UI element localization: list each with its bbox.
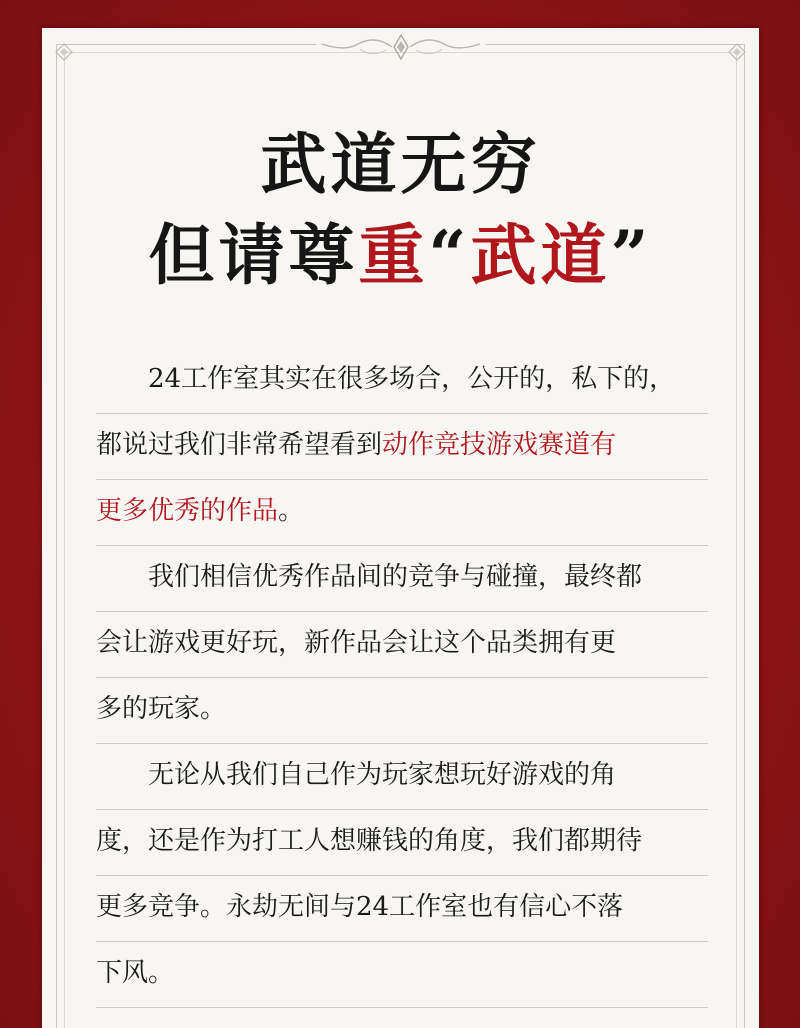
paragraph-1-line-3-highlight: 更多优秀的作品 <box>96 496 279 526</box>
title-line-2-prefix: 但请尊 <box>148 217 359 294</box>
paragraph-2-line-3: 多的玩家。 <box>96 678 708 744</box>
statement-paper <box>42 28 759 1028</box>
title-line-2 <box>42 216 759 294</box>
corner-ornament-right-icon <box>727 42 747 62</box>
paragraph-1-line-2-text: 都说过我们非常希望看到 <box>96 430 383 460</box>
title-open-quote: “ <box>428 216 471 294</box>
paragraph-2-line-2: 会让游戏更好玩，新作品会让这个品类拥有更 <box>96 612 708 678</box>
paragraph-1-line-1: 24工作室其实在很多场合，公开的，私下的， <box>96 348 708 414</box>
paragraph-2-line-1: 我们相信优秀作品间的竞争与碰撞，最终都 <box>96 546 708 612</box>
title-line-1: 武道无穷 <box>260 126 541 203</box>
paragraph-3-line-2: 度，还是作为打工人想赚钱的角度，我们都期待 <box>96 810 708 876</box>
paragraph-3-line-3: 更多竞争。永劫无间与24工作室也有信心不落 <box>96 876 708 942</box>
paragraph-1-line-3-text: 。 <box>278 496 305 526</box>
title-quoted-text: 武道 <box>470 217 611 294</box>
top-scroll-ornament-icon <box>316 32 486 62</box>
paragraph-3-line-1: 无论从我们自己作为玩家想玩好游戏的角 <box>96 744 708 810</box>
paragraph-1-line-2-highlight: 动作竞技游戏赛道有 <box>382 430 617 460</box>
title-line-2-red-char: 重 <box>358 217 429 294</box>
paragraph-1-line-2 <box>96 414 708 480</box>
corner-ornament-left-icon <box>54 42 74 62</box>
paragraph-3-line-4: 下风。 <box>96 942 708 1008</box>
paragraph-1-line-3 <box>96 480 708 546</box>
statement-body <box>96 348 708 1008</box>
title-close-quote: ” <box>610 216 653 294</box>
